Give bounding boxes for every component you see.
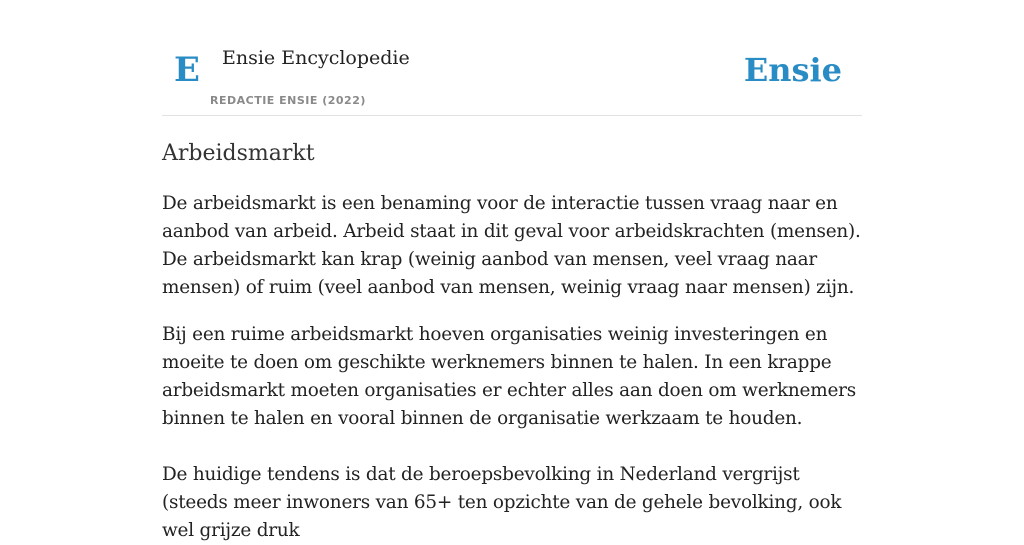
article-paragraph: De arbeidsmarkt is een benaming voor de interactie tussen vraag naar en aanbod van arbeid. Arbeid staat in dit geval voor arbeidskrachten (mensen). De arbeidsmarkt kan krap (weinig aanbod van mensen, veel vraag naar mensen) of ruim (veel aanbod van mensen, weinig vraag naar mensen) zijn. bbox=[162, 193, 861, 298]
article-title: Arbeidsmarkt bbox=[162, 141, 315, 166]
author-credit: REDACTIE ENSIE (2022) bbox=[210, 94, 366, 107]
article-paragraph: De huidige tendens is dat de beroepsbevolking in Nederland vergrijst (steeds meer inwoners van 65+ ten opzichte van de gehele bevolking, ook wel grijze druk bbox=[162, 464, 842, 541]
site-name-link[interactable]: Ensie Encyclopedie bbox=[222, 47, 410, 69]
article-body bbox=[162, 190, 862, 545]
page-container bbox=[162, 0, 862, 545]
site-header bbox=[162, 0, 862, 116]
article-paragraph: Bij een ruime arbeidsmarkt hoeven organisaties weinig investeringen en moeite te doen om geschikte werknemers binnen te halen. In een krappe arbeidsmarkt moeten organisaties er echter alles aan doen om werknemers binnen te halen en vooral binnen de organisatie werkzaam te houden. bbox=[162, 324, 856, 429]
ensie-logo-mark[interactable]: E bbox=[174, 50, 200, 90]
ensie-brand-logo[interactable]: Ensie bbox=[743, 51, 842, 89]
